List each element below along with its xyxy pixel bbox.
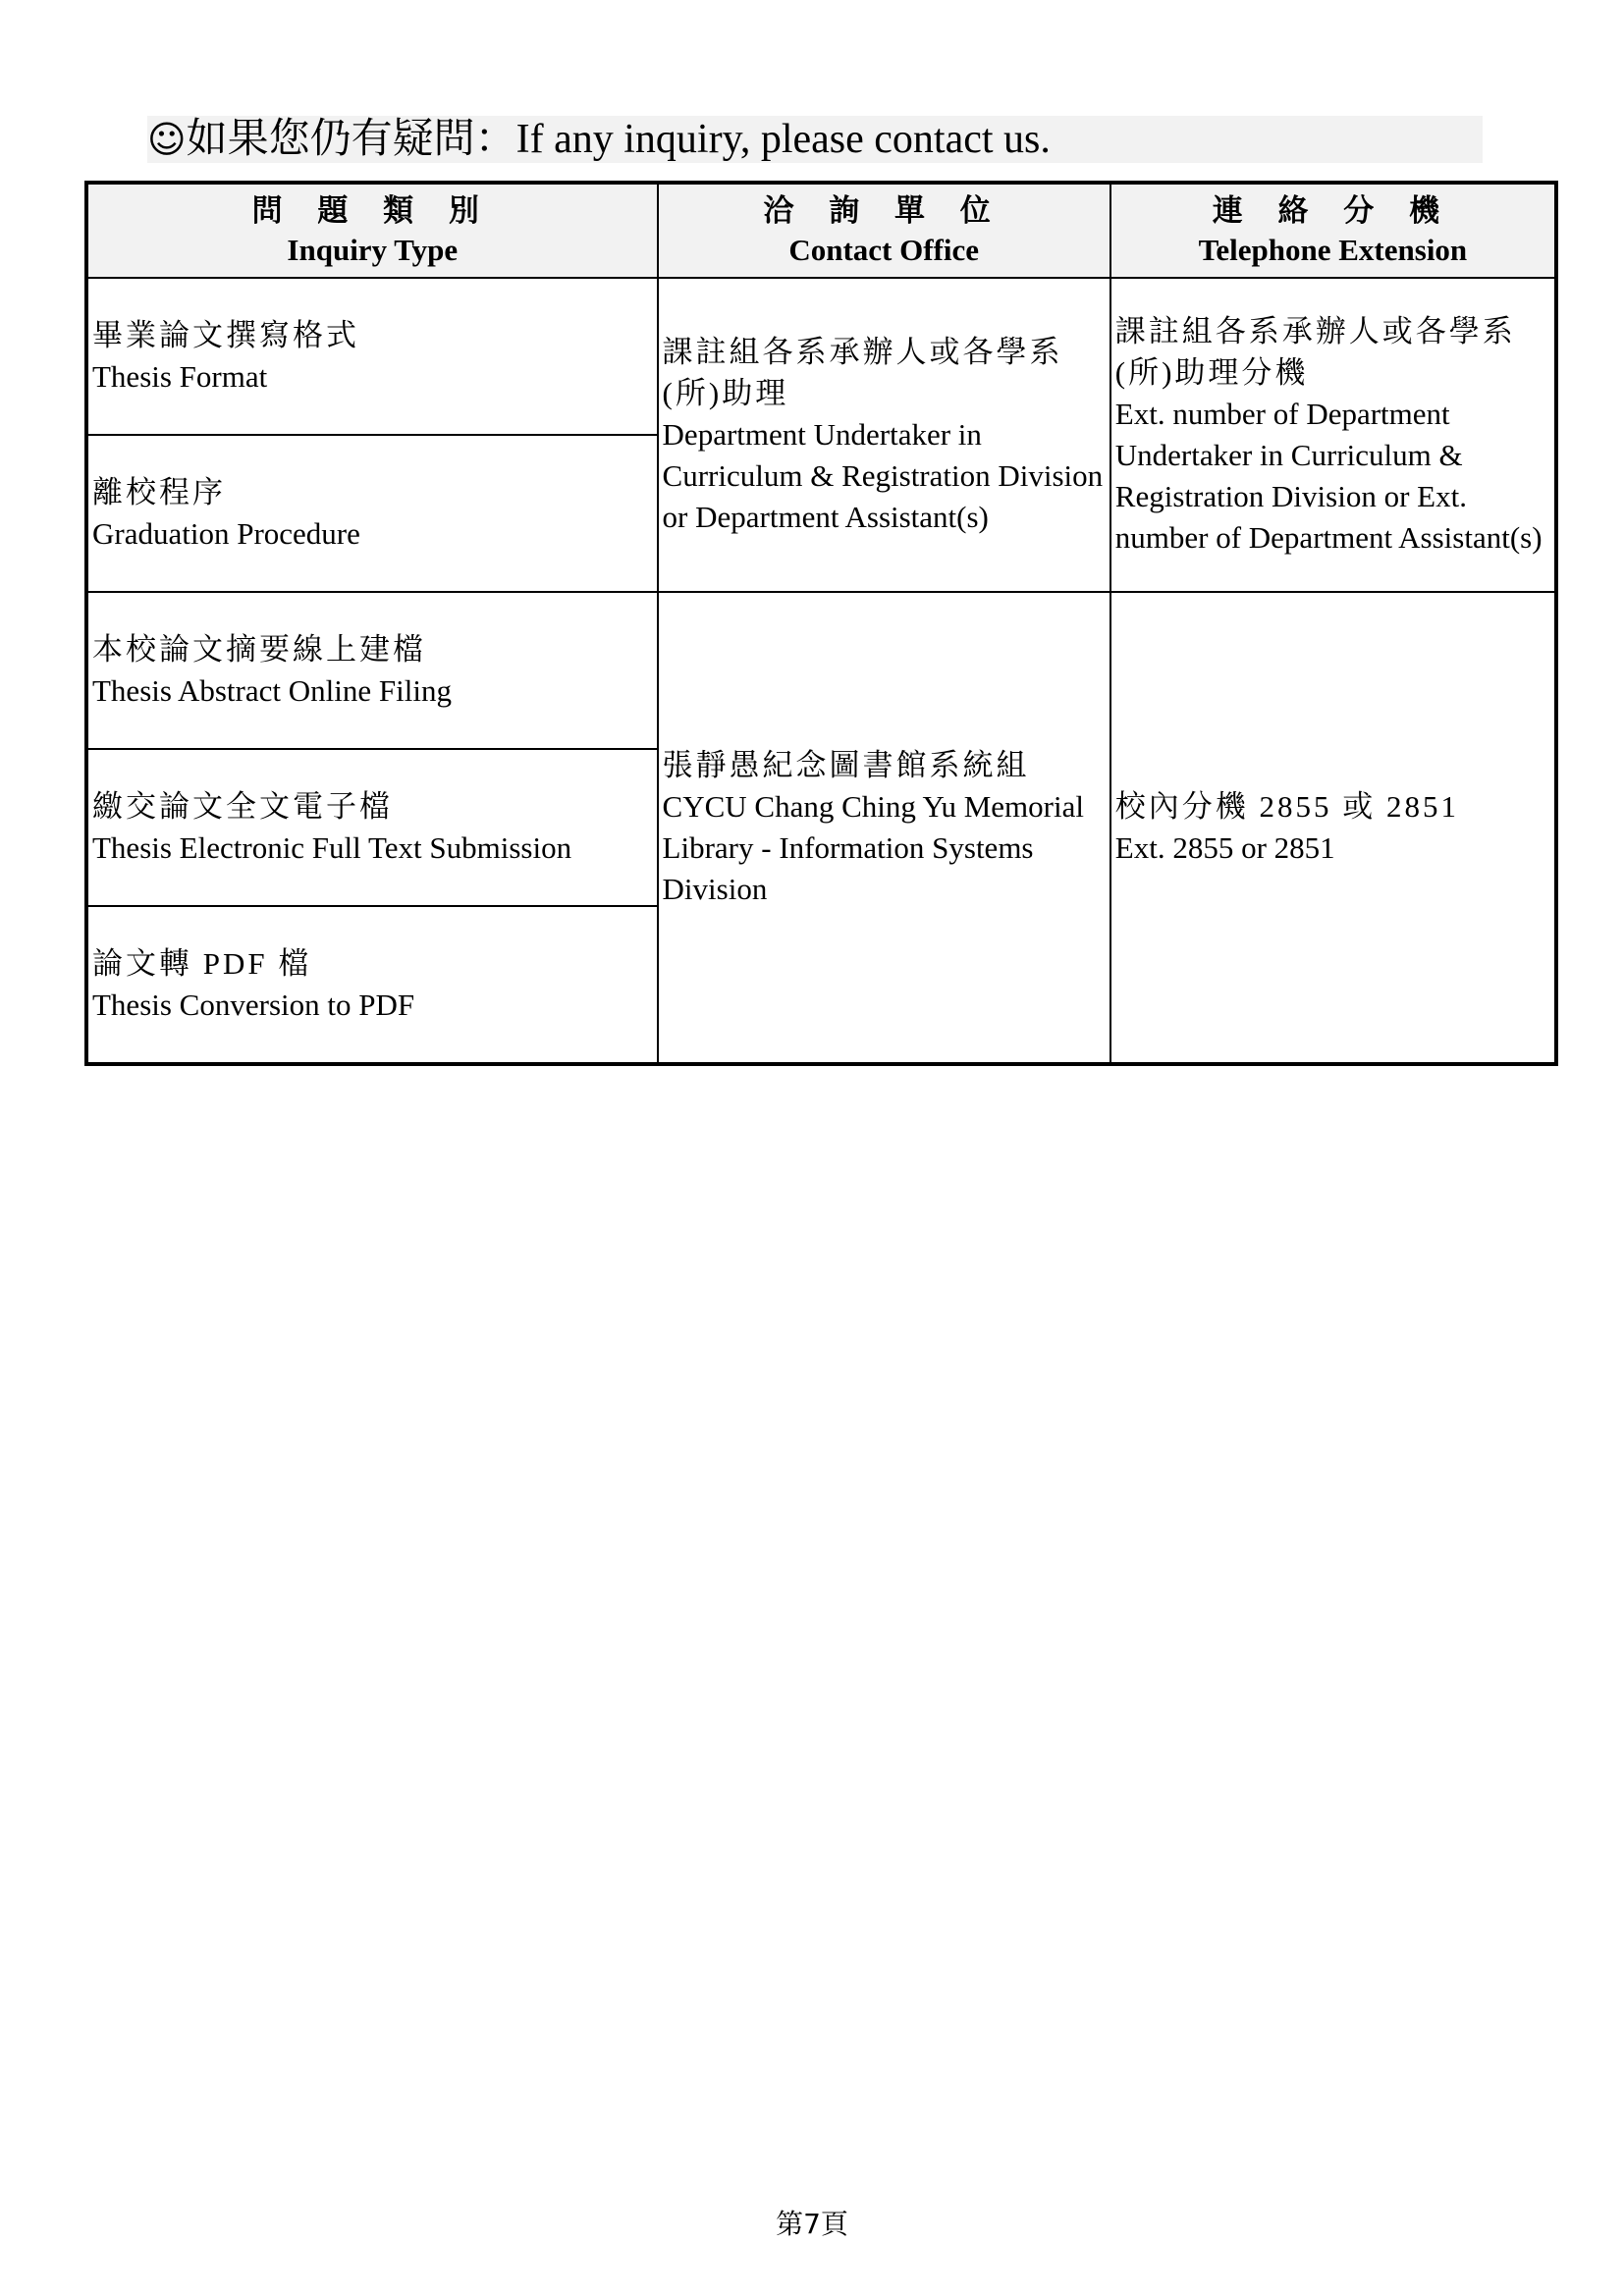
inquiry-type-cell: 離校程序 Graduation Procedure (86, 435, 658, 592)
inquiry-type-cell: 本校論文摘要線上建檔 Thesis Abstract Online Filing (86, 592, 658, 749)
header-inquiry-type: 問 題 類 別 Inquiry Type (86, 183, 658, 278)
inquiry-heading (147, 116, 1483, 163)
header-telephone-extension: 連 絡 分 機 Telephone Extension (1110, 183, 1556, 278)
smiley-icon: ☺ (147, 118, 187, 161)
telephone-extension-cell: 校內分機 2855 或 2851 Ext. 2855 or 2851 (1110, 592, 1556, 1064)
telephone-extension-cell: 課註組各系承辦人或各學系(所)助理分機 Ext. number of Department Undertaker in Curriculum & Registration Division or Ext. number of Department Assistant(s) (1110, 278, 1556, 592)
header-contact-office: 洽 詢 單 位 Contact Office (658, 183, 1110, 278)
contact-office-cell: 課註組各系承辦人或各學系(所)助理 Department Undertaker in Curriculum & Registration Division or Department Assistant(s) (658, 278, 1110, 592)
contact-office-cell: 張靜愚紀念圖書館系統組 CYCU Chang Ching Yu Memorial Library - Information Systems Division (658, 592, 1110, 1064)
page-number: 第7頁 (776, 2208, 848, 2240)
table-row (86, 592, 1556, 749)
table-row (86, 278, 1556, 435)
inquiry-contact-table (84, 181, 1558, 1066)
inquiry-type-cell: 論文轉 PDF 檔 Thesis Conversion to PDF (86, 906, 658, 1064)
inquiry-heading-text: 如果您仍有疑問：If any inquiry, please contact us. (186, 117, 1051, 162)
inquiry-type-cell: 畢業論文撰寫格式 Thesis Format (86, 278, 658, 435)
inquiry-type-cell: 繳交論文全文電子檔 Thesis Electronic Full Text Submission (86, 749, 658, 906)
table-header-row (86, 183, 1556, 278)
